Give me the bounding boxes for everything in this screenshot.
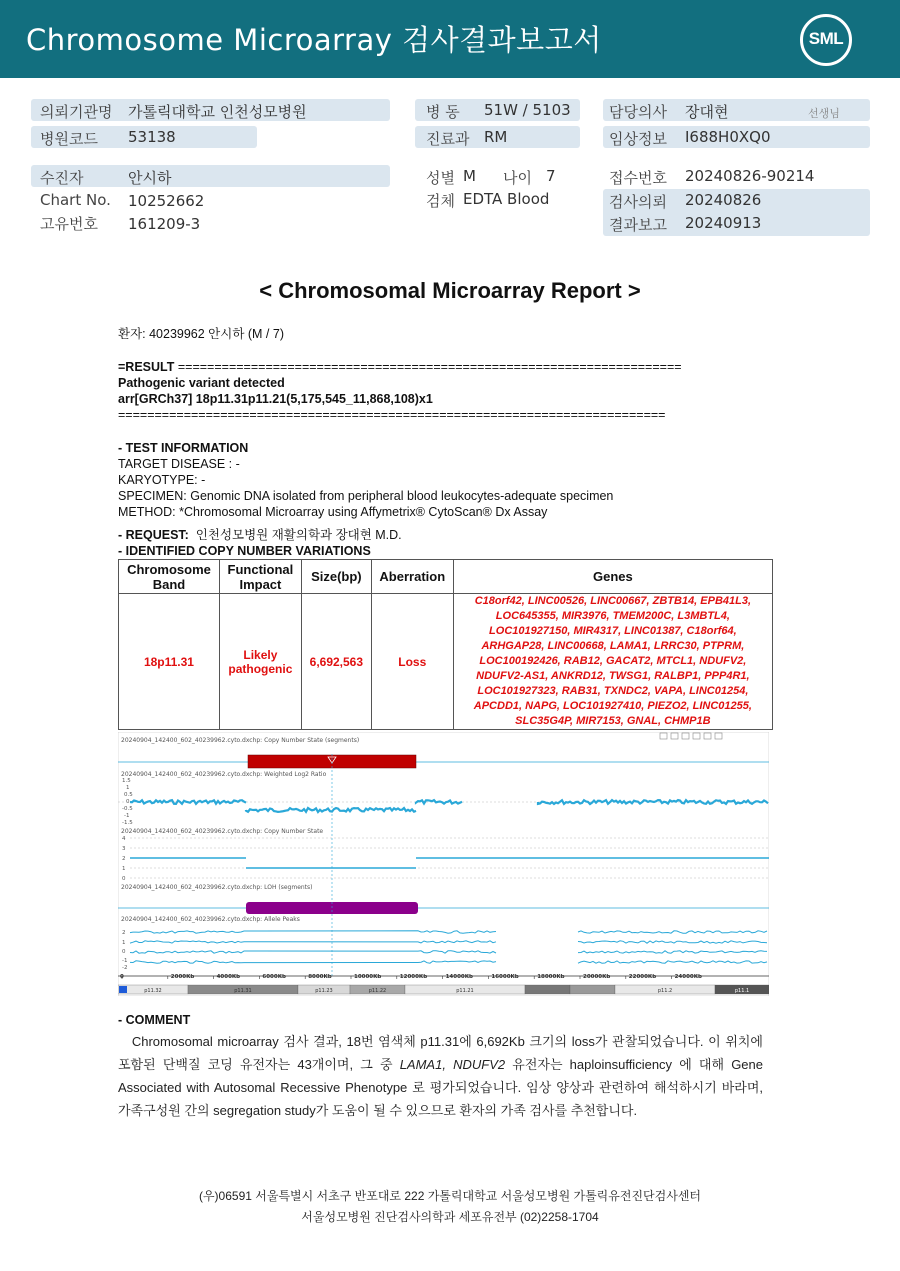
report-header <box>0 0 900 78</box>
ideogram-band-label: p11.32 <box>144 988 162 994</box>
tick-label: 1 <box>126 785 130 791</box>
chart-label: Chart No. <box>40 191 111 209</box>
tick-label: 1 <box>122 940 126 946</box>
tick-label: 2 <box>122 856 126 862</box>
tick-label: -0.5 <box>122 806 133 812</box>
comment-genes: LAMA1, NDUFV2 <box>399 1057 506 1072</box>
axis-tick-label: 12000Kb <box>399 974 428 980</box>
sex-value: M <box>463 167 476 185</box>
cell-band: 18p11.31 <box>119 594 220 730</box>
axis-tick-label: 0 <box>120 974 124 980</box>
report-date-value: 20240913 <box>685 214 762 232</box>
track-label-log2: 20240904_142400_602_40239962.cyto.dxchp: Weighted Log2 Ratio <box>121 771 327 778</box>
result-label: =RESULT <box>118 360 178 374</box>
table-row <box>119 594 773 730</box>
track-label-loh: 20240904_142400_602_40239962.cyto.dxchp: LOH (segments) <box>121 884 313 891</box>
axis-tick-label: 18000Kb <box>537 974 565 980</box>
col-header-band: Chromosome Band <box>119 560 220 594</box>
dept-label: 진료과 <box>426 130 470 148</box>
institution-value: 가톨릭대학교 인천성모병원 <box>128 103 307 121</box>
karyotype: KARYOTYPE: - <box>118 473 206 487</box>
specimen-value: EDTA Blood <box>463 190 550 208</box>
track-label-cn-state: 20240904_142400_602_40239962.cyto.dxchp: Copy Number State <box>121 828 324 835</box>
axis-tick-label: 6000Kb <box>262 974 286 980</box>
cnv-table-header-row <box>119 560 773 594</box>
chas-plot <box>118 732 769 996</box>
sex-label: 성별 <box>426 169 455 187</box>
request-label: - REQUEST: <box>118 528 189 542</box>
report-title-header: Chromosome Microarray 검사결과보고서 <box>26 23 602 57</box>
hospital-code-value: 53138 <box>128 128 176 146</box>
ideogram-selector[interactable] <box>119 986 127 993</box>
doctor-value: 장대현 <box>685 103 729 121</box>
clinical-label: 임상정보 <box>609 130 667 148</box>
receipt-label: 접수번호 <box>609 169 667 187</box>
cell-size: 6,692,563 <box>301 594 371 730</box>
sml-logo <box>800 14 852 66</box>
footer-dept: 서울성모병원 진단검사의학과 세포유전부 (02)2258-1704 <box>301 1210 599 1224</box>
doctor-label: 담당의사 <box>609 103 667 121</box>
chromosome-ideogram <box>118 985 769 994</box>
comment-heading: - COMMENT <box>118 1013 191 1027</box>
ideogram-band-label: p11.21 <box>456 988 474 994</box>
result-rule: ===================================================================== <box>177 360 682 374</box>
tick-label: -2 <box>122 965 128 971</box>
result-header-line <box>118 360 682 374</box>
axis-tick-label: 22000Kb <box>628 974 657 980</box>
comment-text <box>118 1030 763 1122</box>
patient-label: 수진자 <box>40 169 84 187</box>
receipt-value: 20240826-90214 <box>685 167 815 185</box>
request-date-label: 검사의뢰 <box>609 193 667 211</box>
axis-tick-label: 16000Kb <box>491 974 519 980</box>
tick-label: 2 <box>122 930 126 936</box>
ideogram-band <box>525 985 570 994</box>
col-header-genes: Genes <box>453 560 772 594</box>
track-label-allele-peaks: 20240904_142400_602_40239962.cyto.dxchp: Allele Peaks <box>121 916 300 923</box>
result-rule-bottom: =========================================================================== <box>118 408 666 422</box>
request-line <box>118 525 402 543</box>
institution-label: 의뢰기관명 <box>40 103 113 121</box>
cell-aberration: Loss <box>371 594 453 730</box>
tick-label: -1 <box>124 813 130 819</box>
dept-value: RM <box>484 128 508 146</box>
clinical-value: I688H0XQ0 <box>685 128 771 146</box>
axis-tick-label: 2000Kb <box>170 974 195 980</box>
ideogram-band-label: p11.1 <box>734 988 750 994</box>
axis-tick-label: 24000Kb <box>674 974 702 980</box>
unique-value: 161209-3 <box>128 215 201 233</box>
cell-genes: C18orf42, LINC00526, LINC00667, ZBTB14, EPB41L3, LOC645355, MIR3976, TMEM200C, L3MBTL4, LOC101927150, MIR4317, LINC01387, C18orf64, ARHGAP28, LINC00668, LAMA1, LRRC30, PTPRM, LOC100192426, RAB12, GACAT2, MTCL1, NDUFV2, NDUFV2-AS1, ANKRD12, TWSG1, RALBP1, PPP4R1, LOC101927323, RAB31, TXNDC2, VAPA, LINC01254, APCDD1, NAPG, LOC101927410, PIEZO2, LINC01255, SLC35G4P, MIR7153, GNAL, CHMP1B <box>453 594 772 730</box>
tick-label: 0 <box>126 799 130 805</box>
ideogram-band <box>570 985 615 994</box>
info-band <box>31 165 390 187</box>
patient-value: 안시하 <box>128 169 172 187</box>
tick-label: 0 <box>122 876 126 882</box>
age-value: 7 <box>546 167 556 185</box>
tick-label: 3 <box>122 846 126 852</box>
result-iscn: arr[GRCh37] 18p11.31p11.21(5,175,545_11,868,108)x1 <box>118 392 433 406</box>
comment-part2: 유전자는 haploinsufficiency 에 대해 Gene Associated with Autosomal Recessive Phenotype 로 평가되었습니다. 임상 양상과 관련하여 해석하시기 바라며, 가족구성원 간의 segregation study가 도움이 될 수 있으므로 환자의 가족 검사를 추천합니다. <box>118 1057 763 1118</box>
footer-address: (우)06591 서울특별시 서초구 반포대로 222 가톨릭대학교 서울성모병원 가톨릭유전진단검사센터 <box>198 1189 702 1203</box>
doctor-title: 선생님 <box>808 107 840 120</box>
ideogram-band-label: p11.23 <box>315 988 333 994</box>
axis-tick-label: 8000Kb <box>308 974 332 980</box>
request-date-value: 20240826 <box>685 191 762 209</box>
tick-label: 1 <box>122 866 126 872</box>
report-title: < Chromosomal Microarray Report > <box>259 278 641 303</box>
ward-label: 병 동 <box>426 103 460 121</box>
logo-text: SML <box>808 29 844 48</box>
ideogram-band-label: p11.22 <box>368 988 387 994</box>
tick-label: 0 <box>122 949 126 955</box>
axis-tick-label: 10000Kb <box>354 974 382 980</box>
target-disease: TARGET DISEASE : - <box>118 457 240 471</box>
report-date-label: 결과보고 <box>609 216 667 234</box>
axis-tick-label: 20000Kb <box>583 974 611 980</box>
axis-tick-label: 14000Kb <box>445 974 473 980</box>
axis-tick-label: 4000Kb <box>216 974 241 980</box>
comment-part1: Chromosomal microarray 검사 결과, 18번 염색체 p11.31에 6,692Kb 크기의 loss가 관찰되었습니다. 이 위치에 포함된 단백질 코딩 유전자는 43개이며, 그 중 <box>118 1034 763 1072</box>
specimen-label: 검체 <box>426 192 455 210</box>
track-label-cn-segments: 20240904_142400_602_40239962.cyto.dxchp: Copy Number State (segments) <box>121 737 360 744</box>
specimen-line: SPECIMEN: Genomic DNA isolated from peripheral blood leukocytes-adequate specimen <box>118 489 614 503</box>
hospital-code-label: 병원코드 <box>40 130 98 148</box>
ideogram-band-label: p11.31 <box>234 988 252 994</box>
method-line: METHOD: *Chromosomal Microarray using Affymetrix® CytoScan® Dx Assay <box>118 505 548 519</box>
age-label: 나이 <box>503 169 532 187</box>
result-status: Pathogenic variant detected <box>118 376 285 390</box>
col-header-impact: Functional Impact <box>219 560 301 594</box>
ward-value: 51W / 5103 <box>484 101 571 119</box>
tick-label: -1 <box>122 958 128 964</box>
request-value: 인천성모병원 재활의학과 장대현 M.D. <box>195 528 402 542</box>
cell-impact: Likely pathogenic <box>219 594 301 730</box>
patient-line: 환자: 40239962 안시하 (M / 7) <box>118 327 284 341</box>
cnv-table <box>118 559 773 730</box>
tick-label: 1.5 <box>122 778 131 784</box>
chart-value: 10252662 <box>128 192 205 210</box>
ideogram-band-label: p11.2 <box>657 988 673 994</box>
test-info-heading: - TEST INFORMATION <box>118 441 249 455</box>
tick-label: 0.5 <box>124 792 133 798</box>
tick-label: -1.5 <box>122 820 133 826</box>
unique-label: 고유번호 <box>40 215 98 233</box>
col-header-aberration: Aberration <box>371 560 453 594</box>
col-header-size: Size(bp) <box>301 560 371 594</box>
cnv-heading: - IDENTIFIED COPY NUMBER VARIATIONS <box>118 544 371 558</box>
tick-label: 4 <box>122 836 126 842</box>
